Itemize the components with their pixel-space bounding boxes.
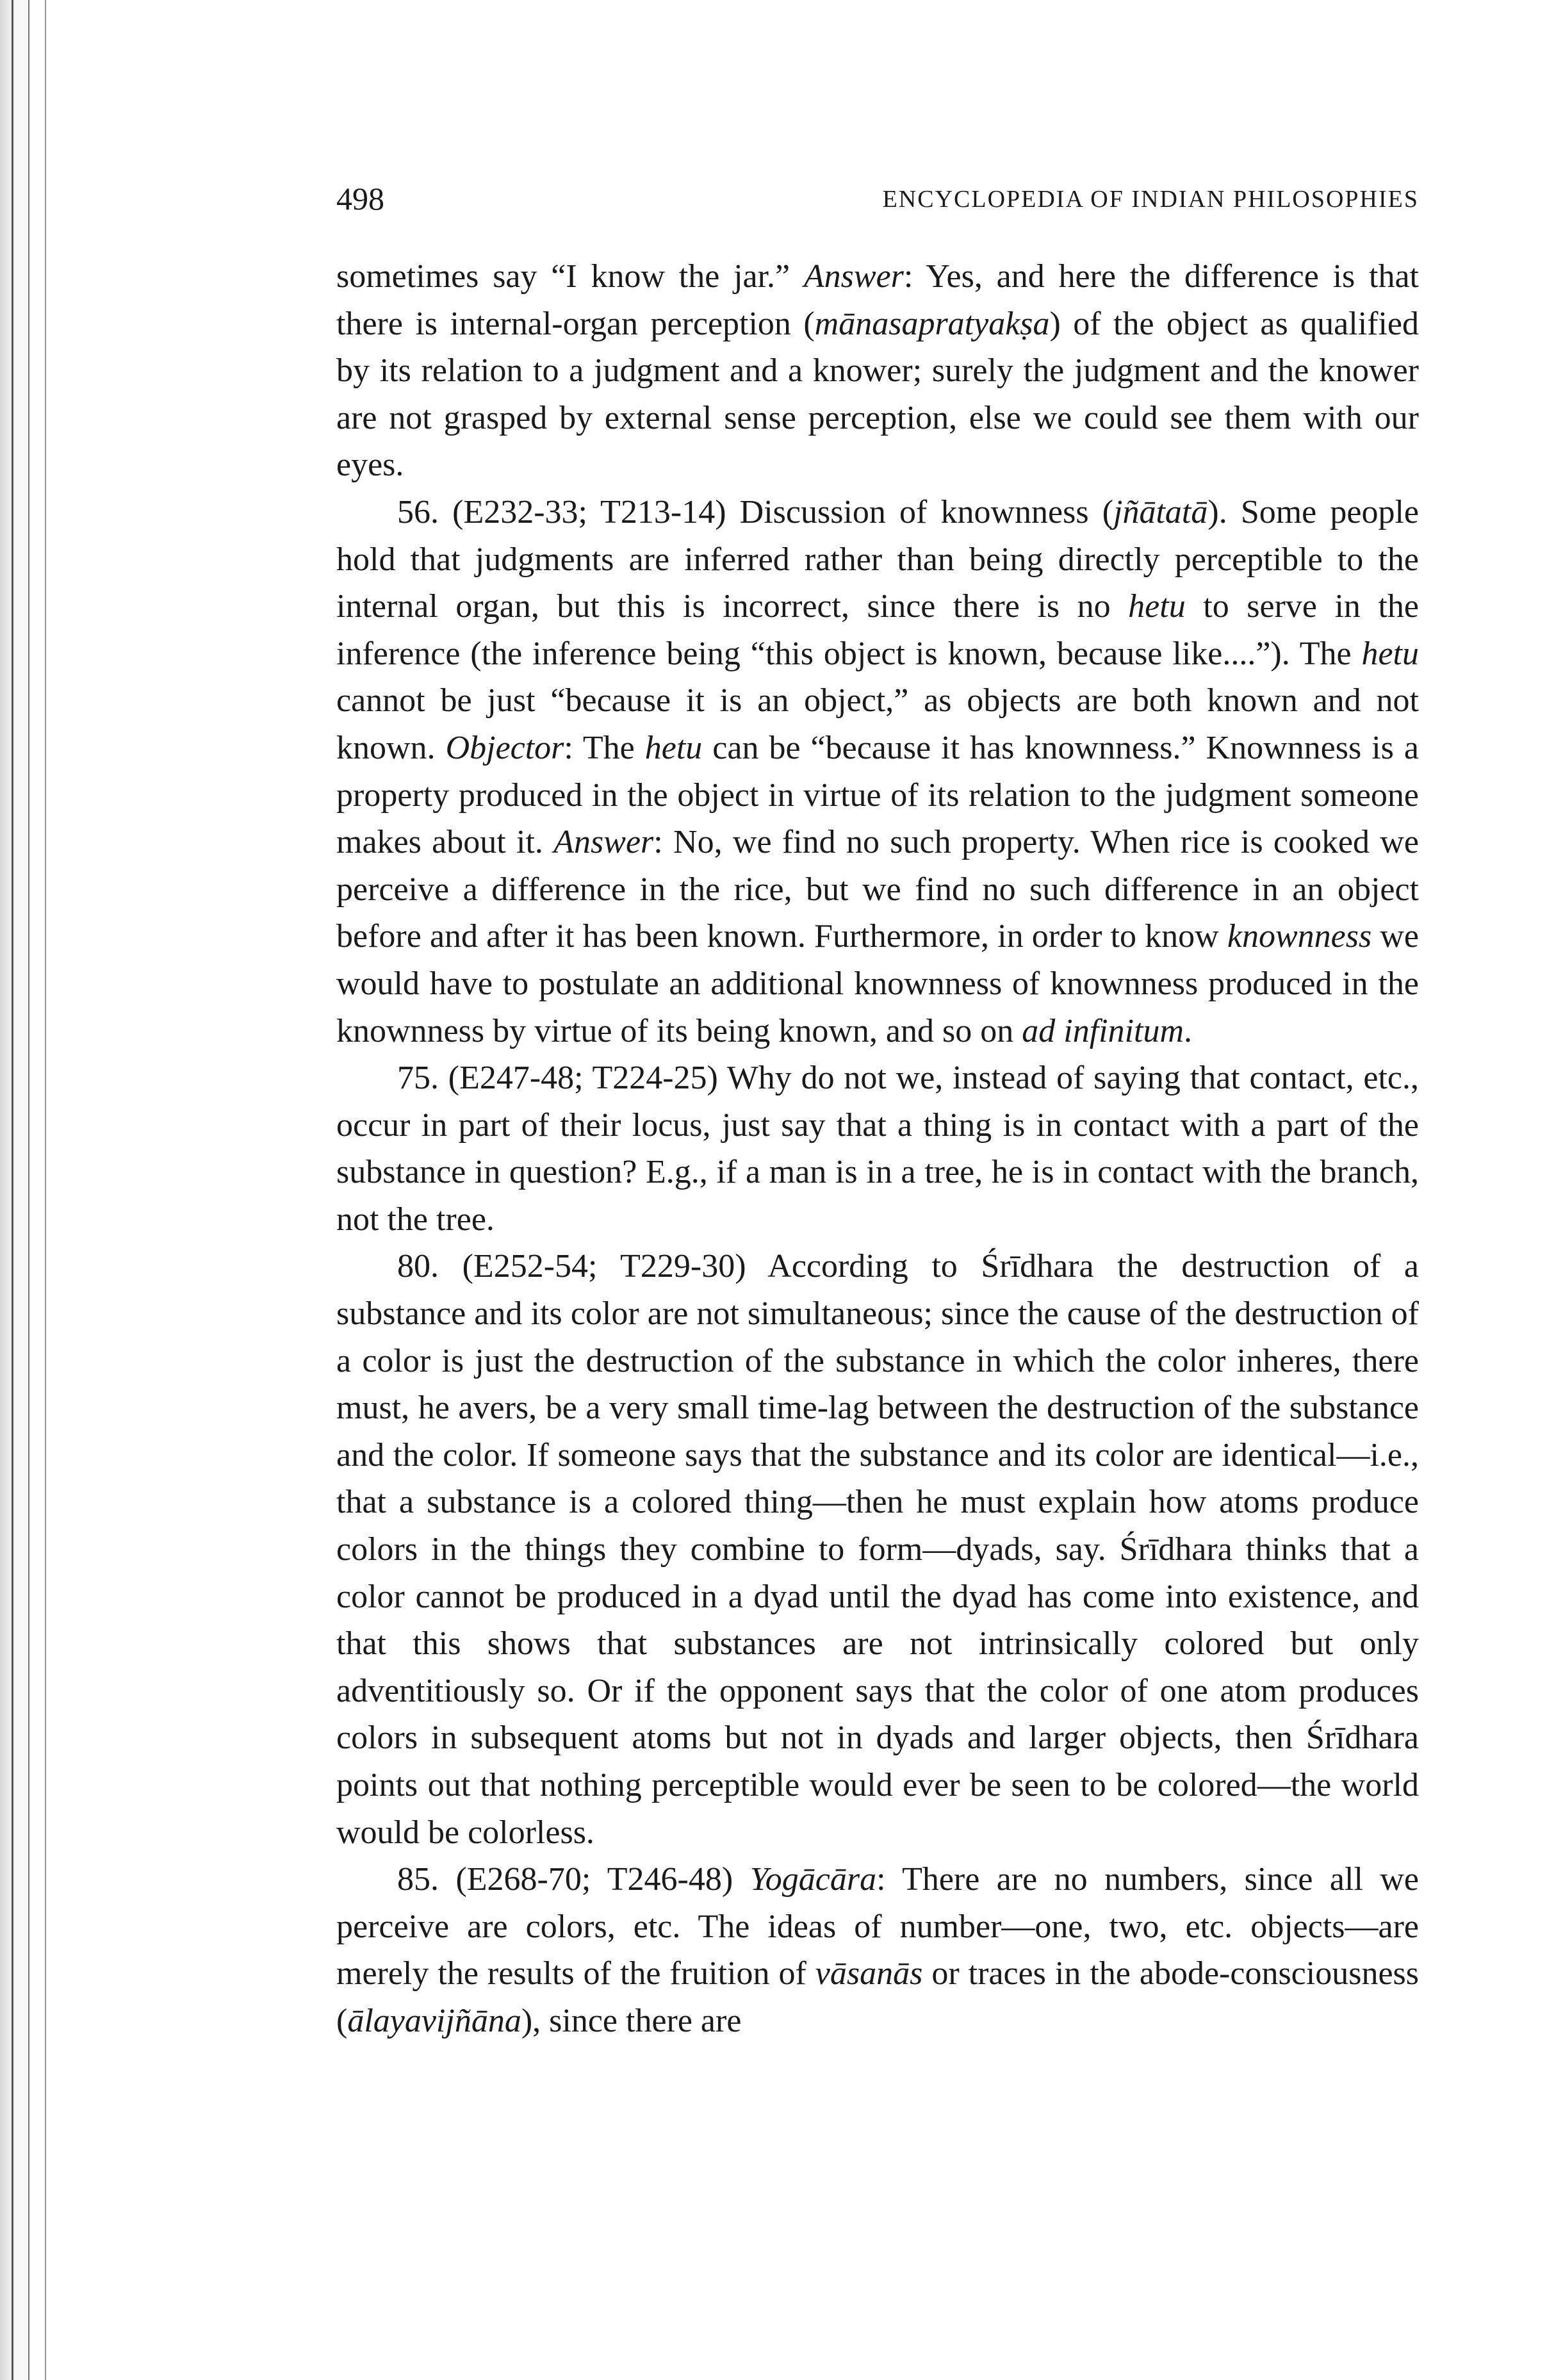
- paragraph: [336, 1856, 1419, 2044]
- text-run: to serve in the inference (the inference being “this object is known, because like....”). The: [336, 588, 1419, 672]
- italic-term: knownness: [1227, 918, 1372, 955]
- italic-term: hetu: [1361, 635, 1419, 672]
- italic-term: mānasapratyakṣa: [814, 305, 1050, 342]
- text-run: : The: [564, 729, 645, 766]
- text-run: : No, we find no such property. When rice is cooked we perceive a difference in the rice, but we find no such difference in an object before and after it has been known. Furthermore, in order to know: [336, 824, 1420, 955]
- paragraph: [336, 1243, 1419, 1856]
- text-run: cannot be just “because it is an object,” as objects are both known and not known.: [336, 682, 1419, 766]
- text-run: or traces in the abode-consciousness (: [336, 1955, 1419, 2039]
- binding-line: [28, 0, 29, 2380]
- italic-term: jñātatā: [1113, 493, 1208, 530]
- italic-term: hetu: [644, 729, 703, 766]
- text-run: ), since there are: [521, 2002, 742, 2039]
- text-run: ) of the object as qualified by its relation to a judgment and a knower; surely the judgment and the knower are not grasped by external sense perception, else we could see them with our eyes.: [336, 305, 1419, 484]
- running-head: ENCYCLOPEDIA OF INDIAN PHILOSOPHIES: [882, 186, 1419, 213]
- text-run: sometimes say “I know the jar.”: [336, 258, 804, 295]
- text-run: we would have to postulate an additional knownness of knownness produced in the knownness by virtue of its being known, and so on: [336, 918, 1419, 1049]
- paragraph: [336, 489, 1419, 1055]
- text-run: : There are no numbers, since all we perceive are colors, etc. The ideas of number—one, two, etc. objects—are merely the results of the fruition of: [336, 1861, 1419, 1992]
- page-header: [336, 179, 1419, 224]
- italic-term: Answer: [553, 824, 654, 861]
- text-run: 85. (E268-70; T246-48): [397, 1861, 750, 1898]
- page-number: 498: [336, 181, 384, 217]
- text-run: 56. (E232-33; T213-14) Discussion of knownness (: [397, 493, 1114, 530]
- italic-term: Yogācāra: [749, 1861, 877, 1898]
- text-run: ). Some people hold that judgments are inferred rather than being directly perceptible to the internal organ, but this is incorrect, since there is no: [336, 493, 1419, 625]
- italic-term: vāsanās: [815, 1955, 923, 1992]
- text-run: .: [1184, 1012, 1193, 1049]
- italic-term: ad infinitum: [1022, 1012, 1184, 1049]
- text-run: 75. (E247-48; T224-25) Why do not we, instead of saying that contact, etc., occur in part of their locus, just say that a thing is in contact with a part of the substance in question? E.g., if a man is in a tree, he is in contact with the branch, not the tree.: [336, 1060, 1419, 1238]
- binding-line: [45, 0, 46, 2380]
- paragraph: [336, 1055, 1419, 1243]
- body-text: [336, 253, 1419, 2045]
- text-run: can be “because it has knownness.” Knownness is a property produced in the object in virtue of its relation to the judgment someone makes about it.: [336, 729, 1419, 861]
- italic-term: Answer: [803, 258, 904, 295]
- italic-term: ālayavijñāna: [347, 2002, 521, 2039]
- binding-line: [12, 0, 13, 2380]
- paragraph: [336, 253, 1419, 489]
- text-run: 80. (E252-54; T229-30) According to Śrīdhara the destruction of a substance and its color are not simultaneous; since the cause of the destruction of a color is just the destruction of the substance in which the color inheres, there must, he avers, be a very small time-lag between the destruction of the substance and the color. If someone says that the substance and its color are identical—i.e., that a substance is a colored thing—then he must explain how atoms produce colors in the things they combine to form—dyads, say. Śrīdhara thinks that a color cannot be produced in a dyad until the dyad has come into existence, and that this shows that substances are not intrinsically colored but only adventitiously so. Or if the opponent says that the color of one atom produces colors in subsequent atoms but not in dyads and larger objects, then Śrīdhara points out that nothing perceptible would ever be seen to be colored—the world would be colorless.: [336, 1248, 1419, 1851]
- italic-term: Objector: [445, 729, 564, 766]
- italic-term: hetu: [1128, 588, 1186, 625]
- text-run: : Yes, and here the difference is that there is internal-organ perception (: [336, 258, 1420, 342]
